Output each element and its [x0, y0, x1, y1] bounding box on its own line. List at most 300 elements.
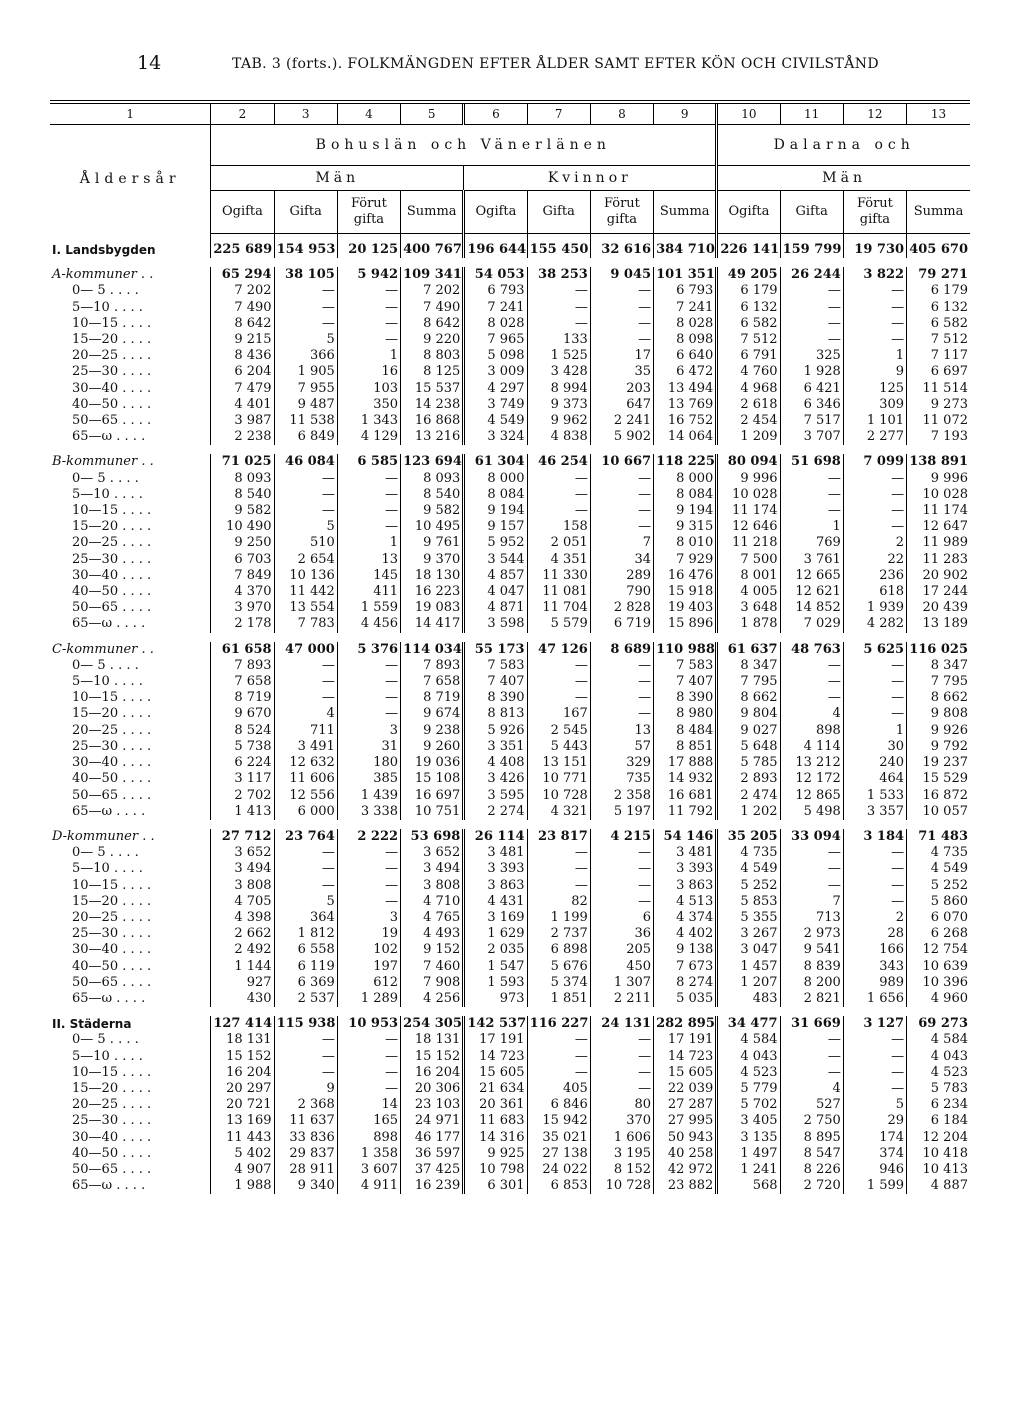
row-label: I. Landsbygden	[52, 242, 156, 257]
value-cell: —	[527, 300, 590, 316]
summa-cell: 3 808	[401, 878, 464, 894]
summa-cell: 13 769	[654, 397, 717, 413]
table-row	[50, 755, 970, 771]
table-row	[50, 471, 970, 487]
value-cell: 48 763	[780, 642, 843, 658]
value-cell: 1 207	[717, 975, 780, 991]
row-label: 65—ω . . . .	[72, 990, 146, 1006]
value-cell: 6 853	[527, 1178, 590, 1194]
summa-cell: 7 583	[654, 658, 717, 674]
group-row	[50, 829, 970, 845]
summa-cell: 4 735	[907, 845, 970, 861]
summa-cell: 118 225	[654, 454, 717, 470]
value-cell: 464	[843, 771, 906, 787]
value-cell: —	[843, 690, 906, 706]
value-cell: —	[843, 658, 906, 674]
value-cell: 11 683	[464, 1113, 527, 1129]
summa-cell: 9 220	[401, 332, 464, 348]
row-label-cell	[50, 348, 211, 364]
value-cell: 10 728	[527, 788, 590, 804]
value-cell: 142 537	[464, 1016, 527, 1032]
row-label: 25—30 . . . .	[72, 1113, 152, 1129]
column-header-summa: Summa	[401, 191, 464, 234]
age-column-header: Åldersår	[50, 125, 211, 234]
column-header-ogifta: Ogifta	[717, 191, 780, 234]
summa-cell: 9 238	[401, 723, 464, 739]
value-cell: 1 358	[337, 1146, 400, 1162]
value-cell: —	[527, 503, 590, 519]
value-cell: 11 637	[274, 1113, 337, 1129]
value-cell: 3 195	[590, 1146, 653, 1162]
value-cell: 7 955	[274, 381, 337, 397]
value-cell: 16 204	[211, 1065, 274, 1081]
value-cell: —	[590, 471, 653, 487]
row-label-cell	[50, 991, 211, 1007]
value-cell: 8 028	[464, 316, 527, 332]
value-cell: 11 443	[211, 1130, 274, 1146]
table-row	[50, 348, 970, 364]
value-cell: 180	[337, 755, 400, 771]
summa-cell: 15 152	[401, 1049, 464, 1065]
value-cell: 9 541	[780, 942, 843, 958]
table-row	[50, 1162, 970, 1178]
summa-cell: 7 929	[654, 552, 717, 568]
summa-cell: 4 960	[907, 991, 970, 1007]
value-cell: 10 667	[590, 454, 653, 470]
row-label: 5—10 . . . .	[72, 299, 143, 315]
value-cell: —	[590, 332, 653, 348]
value-cell: 57	[590, 739, 653, 755]
value-cell: 3 491	[274, 739, 337, 755]
value-cell: 1 439	[337, 788, 400, 804]
value-cell: —	[337, 471, 400, 487]
value-cell: 35 021	[527, 1130, 590, 1146]
summa-cell: 16 223	[401, 584, 464, 600]
value-cell: 13	[590, 723, 653, 739]
value-cell: 510	[274, 535, 337, 551]
value-cell: 1 457	[717, 959, 780, 975]
value-cell: 3 494	[211, 861, 274, 877]
value-cell: 10 771	[527, 771, 590, 787]
value-cell: 4 114	[780, 739, 843, 755]
value-cell: —	[590, 690, 653, 706]
value-cell: 2 492	[211, 942, 274, 958]
column-number: 7	[527, 102, 590, 125]
summa-cell: 4 513	[654, 894, 717, 910]
summa-cell: 5 860	[907, 894, 970, 910]
row-label: 30—40 . . . .	[72, 380, 152, 396]
value-cell: 125	[843, 381, 906, 397]
value-cell: 9 925	[464, 1146, 527, 1162]
value-cell: 1 241	[717, 1162, 780, 1178]
value-cell: —	[274, 674, 337, 690]
value-cell: 713	[780, 910, 843, 926]
value-cell: 13 554	[274, 600, 337, 616]
value-cell: 6 558	[274, 942, 337, 958]
value-cell: 9 194	[464, 503, 527, 519]
value-cell: —	[337, 1049, 400, 1065]
value-cell: —	[843, 706, 906, 722]
value-cell: 9 962	[527, 413, 590, 429]
table-row	[50, 332, 970, 348]
summa-cell: 4 523	[907, 1065, 970, 1081]
value-cell: 7 241	[464, 300, 527, 316]
value-cell: 2 720	[780, 1178, 843, 1194]
value-cell: 205	[590, 942, 653, 958]
value-cell: 7 490	[211, 300, 274, 316]
column-number: 1	[50, 102, 211, 125]
table-row	[50, 1130, 970, 1146]
value-cell: —	[843, 1081, 906, 1097]
value-cell: 54 053	[464, 267, 527, 283]
value-cell: 27 712	[211, 829, 274, 845]
value-cell: 7 512	[717, 332, 780, 348]
summa-cell: 16 752	[654, 413, 717, 429]
summa-cell: 8 010	[654, 535, 717, 551]
summa-cell: 8 000	[654, 471, 717, 487]
row-label: 30—40 . . . .	[72, 755, 152, 771]
value-cell: 5 952	[464, 535, 527, 551]
value-cell: —	[843, 1065, 906, 1081]
value-cell: 711	[274, 723, 337, 739]
value-cell: —	[337, 1065, 400, 1081]
value-cell: 5 376	[337, 642, 400, 658]
summa-cell: 69 273	[907, 1016, 970, 1032]
value-cell: 5 779	[717, 1081, 780, 1097]
value-cell: 82	[527, 894, 590, 910]
row-label-cell	[50, 706, 211, 722]
value-cell: 4 911	[337, 1178, 400, 1194]
value-cell: 973	[464, 991, 527, 1007]
summa-cell: 6 268	[907, 926, 970, 942]
value-cell: 366	[274, 348, 337, 364]
value-cell: —	[274, 1032, 337, 1048]
table-header	[50, 102, 970, 234]
value-cell: 2 654	[274, 552, 337, 568]
value-cell: 4 456	[337, 616, 400, 632]
row-label: 30—40 . . . .	[72, 942, 152, 958]
row-label: 15—20 . . . .	[72, 1080, 152, 1096]
summa-cell: 42 972	[654, 1162, 717, 1178]
summa-cell: 9 926	[907, 723, 970, 739]
row-label-cell	[50, 397, 211, 413]
value-cell: 61 658	[211, 642, 274, 658]
value-cell: 4 129	[337, 429, 400, 445]
summa-cell: 6 132	[907, 300, 970, 316]
value-cell: —	[527, 1065, 590, 1081]
value-cell: 6 132	[717, 300, 780, 316]
value-cell: 32 616	[590, 234, 653, 259]
group-row	[50, 1016, 970, 1032]
value-cell: 15 605	[464, 1065, 527, 1081]
value-cell: 946	[843, 1162, 906, 1178]
value-cell: 2 662	[211, 926, 274, 942]
spacer-cell	[50, 820, 970, 829]
table-row	[50, 316, 970, 332]
value-cell: —	[590, 845, 653, 861]
value-cell: —	[590, 487, 653, 503]
row-label-cell	[50, 283, 211, 299]
value-cell: 3 863	[464, 878, 527, 894]
summa-cell: 14 417	[401, 616, 464, 632]
value-cell: 102	[337, 942, 400, 958]
value-cell: —	[274, 503, 337, 519]
value-cell: 26 244	[780, 267, 843, 283]
value-cell: 10 028	[717, 487, 780, 503]
summa-cell: 23 882	[654, 1178, 717, 1194]
value-cell: 6 846	[527, 1097, 590, 1113]
row-label: 15—20 . . . .	[72, 706, 152, 722]
value-cell: —	[843, 316, 906, 332]
value-cell: 8 347	[717, 658, 780, 674]
value-cell: 7 099	[843, 454, 906, 470]
value-cell: 12 172	[780, 771, 843, 787]
value-cell: —	[527, 878, 590, 894]
summa-cell: 10 751	[401, 804, 464, 820]
table-row	[50, 519, 970, 535]
value-cell: 8 719	[211, 690, 274, 706]
value-cell: 6 000	[274, 804, 337, 820]
value-cell: 203	[590, 381, 653, 397]
value-cell: 8 813	[464, 706, 527, 722]
value-cell: 790	[590, 584, 653, 600]
value-cell: 14 852	[780, 600, 843, 616]
value-cell: 769	[780, 535, 843, 551]
column-header-summa: Summa	[654, 191, 717, 234]
value-cell: 618	[843, 584, 906, 600]
value-cell: 2 737	[527, 926, 590, 942]
row-label-cell	[50, 804, 211, 820]
summa-cell: 8 980	[654, 706, 717, 722]
value-cell: 9 157	[464, 519, 527, 535]
summa-cell: 10 396	[907, 975, 970, 991]
value-cell: —	[527, 658, 590, 674]
summa-cell: 9 370	[401, 552, 464, 568]
column-header-summa: Summa	[907, 191, 970, 234]
value-cell: 3 544	[464, 552, 527, 568]
region-header-bohuslan: Bohuslän och Vänerlänen	[315, 136, 611, 153]
row-label: B-kommuner . .	[52, 454, 154, 470]
value-cell: —	[843, 861, 906, 877]
summa-cell: 15 529	[907, 771, 970, 787]
value-cell: 103	[337, 381, 400, 397]
value-cell: 1 202	[717, 804, 780, 820]
row-label: 65—ω . . . .	[72, 803, 146, 819]
value-cell: 3 324	[464, 429, 527, 445]
value-cell: 1 905	[274, 364, 337, 380]
value-cell: 8 540	[211, 487, 274, 503]
value-cell: 1 533	[843, 788, 906, 804]
value-cell: 2 238	[211, 429, 274, 445]
value-cell: 80 094	[717, 454, 780, 470]
value-cell: 2 178	[211, 616, 274, 632]
table-row	[50, 1178, 970, 1194]
table-title: TAB. 3 (forts.). FOLKMÄNGDEN EFTER ÅLDER SAMT EFTER KÖN OCH CIVILSTÅND	[232, 56, 880, 72]
value-cell: 1 289	[337, 991, 400, 1007]
value-cell: 8 226	[780, 1162, 843, 1178]
value-cell: 2 537	[274, 991, 337, 1007]
value-cell: 5 902	[590, 429, 653, 445]
summa-cell: 114 034	[401, 642, 464, 658]
value-cell: 38 105	[274, 267, 337, 283]
value-cell: —	[337, 519, 400, 535]
value-cell: 3 648	[717, 600, 780, 616]
row-label-cell	[50, 454, 211, 470]
summa-cell: 22 039	[654, 1081, 717, 1097]
value-cell: 51 698	[780, 454, 843, 470]
value-cell: 9 373	[527, 397, 590, 413]
row-label-cell	[50, 942, 211, 958]
table-row	[50, 926, 970, 942]
summa-cell: 11 174	[907, 503, 970, 519]
value-cell: 8 642	[211, 316, 274, 332]
row-label-cell	[50, 845, 211, 861]
table-row	[50, 690, 970, 706]
row-label: 0— 5 . . . .	[72, 1032, 139, 1048]
value-cell: 3 338	[337, 804, 400, 820]
row-label-cell	[50, 829, 211, 845]
row-label: 40—50 . . . .	[72, 771, 152, 787]
value-cell: —	[337, 503, 400, 519]
value-cell: 16	[337, 364, 400, 380]
table-row	[50, 616, 970, 632]
value-cell: 46 254	[527, 454, 590, 470]
table-row	[50, 861, 970, 877]
value-cell: 10 798	[464, 1162, 527, 1178]
summa-cell: 15 896	[654, 616, 717, 632]
table-row	[50, 584, 970, 600]
value-cell: 166	[843, 942, 906, 958]
value-cell: 17 191	[464, 1032, 527, 1048]
summa-cell: 5 035	[654, 991, 717, 1007]
row-spacer	[50, 1007, 970, 1016]
summa-cell: 16 868	[401, 413, 464, 429]
value-cell: 15 152	[211, 1049, 274, 1065]
summa-cell: 6 184	[907, 1113, 970, 1129]
value-cell: 1 497	[717, 1146, 780, 1162]
value-cell: 2 274	[464, 804, 527, 820]
row-label: 25—30 . . . .	[72, 551, 152, 567]
summa-cell: 19 403	[654, 600, 717, 616]
value-cell: —	[527, 487, 590, 503]
value-cell: 19 730	[843, 234, 906, 259]
table-row	[50, 959, 970, 975]
value-cell: 350	[337, 397, 400, 413]
column-header-ogifta: Ogifta	[464, 191, 527, 234]
column-header-gifta: Gifta	[274, 191, 337, 234]
value-cell: 2	[843, 910, 906, 926]
value-cell: 385	[337, 771, 400, 787]
value-cell: 527	[780, 1097, 843, 1113]
table-row	[50, 397, 970, 413]
value-cell: 197	[337, 959, 400, 975]
value-cell: 1 547	[464, 959, 527, 975]
summa-cell: 10 028	[907, 487, 970, 503]
value-cell: 174	[843, 1130, 906, 1146]
summa-cell: 71 483	[907, 829, 970, 845]
value-cell: 568	[717, 1178, 780, 1194]
value-cell: 2 211	[590, 991, 653, 1007]
summa-cell: 405 670	[907, 234, 970, 259]
value-cell: 4 297	[464, 381, 527, 397]
value-cell: 10 728	[590, 1178, 653, 1194]
column-number: 8	[590, 102, 653, 125]
row-label-cell	[50, 1178, 211, 1194]
value-cell: 7 893	[211, 658, 274, 674]
value-cell: —	[337, 861, 400, 877]
value-cell: 1 928	[780, 364, 843, 380]
page-header	[0, 52, 1024, 82]
summa-cell: 4 584	[907, 1032, 970, 1048]
value-cell: —	[843, 471, 906, 487]
value-cell: 5 252	[717, 878, 780, 894]
value-cell: 3 357	[843, 804, 906, 820]
value-cell: 55 173	[464, 642, 527, 658]
summa-cell: 4 402	[654, 926, 717, 942]
value-cell: 20 721	[211, 1097, 274, 1113]
value-cell: 1 343	[337, 413, 400, 429]
value-cell: 1 599	[843, 1178, 906, 1194]
summa-cell: 20 306	[401, 1081, 464, 1097]
row-label-cell	[50, 739, 211, 755]
row-label-cell	[50, 568, 211, 584]
summa-cell: 12 204	[907, 1130, 970, 1146]
summa-cell: 4 549	[907, 861, 970, 877]
women-header: Kvinnor	[464, 166, 717, 191]
value-cell: 2 828	[590, 600, 653, 616]
value-cell: 20 297	[211, 1081, 274, 1097]
summa-cell: 11 072	[907, 413, 970, 429]
value-cell: 33 836	[274, 1130, 337, 1146]
population-table	[50, 100, 970, 1194]
value-cell: 1 988	[211, 1178, 274, 1194]
value-cell: 27 138	[527, 1146, 590, 1162]
value-cell: 12 646	[717, 519, 780, 535]
value-cell: —	[843, 300, 906, 316]
row-label: 20—25 . . . .	[72, 535, 152, 551]
value-cell: 154 953	[274, 234, 337, 259]
value-cell: —	[843, 894, 906, 910]
row-label-cell	[50, 1081, 211, 1097]
summa-cell: 7 673	[654, 959, 717, 975]
value-cell: 4 398	[211, 910, 274, 926]
value-cell: 735	[590, 771, 653, 787]
value-cell: 8 093	[211, 471, 274, 487]
table-row	[50, 788, 970, 804]
value-cell: 20 361	[464, 1097, 527, 1113]
summa-cell: 254 305	[401, 1016, 464, 1032]
value-cell: 2 277	[843, 429, 906, 445]
summa-cell: 13 216	[401, 429, 464, 445]
value-cell: —	[590, 861, 653, 877]
summa-cell: 20 902	[907, 568, 970, 584]
value-cell: 4	[780, 706, 843, 722]
value-cell: 6 301	[464, 1178, 527, 1194]
summa-cell: 9 674	[401, 706, 464, 722]
summa-cell: 8 719	[401, 690, 464, 706]
column-number: 11	[780, 102, 843, 125]
value-cell: 133	[527, 332, 590, 348]
value-cell: —	[780, 316, 843, 332]
summa-cell: 3 393	[654, 861, 717, 877]
value-cell: 6 791	[717, 348, 780, 364]
value-cell: 7 795	[717, 674, 780, 690]
value-cell: 2 222	[337, 829, 400, 845]
value-cell: —	[590, 503, 653, 519]
value-cell: 6 703	[211, 552, 274, 568]
row-label-cell	[50, 926, 211, 942]
summa-cell: 101 351	[654, 267, 717, 283]
